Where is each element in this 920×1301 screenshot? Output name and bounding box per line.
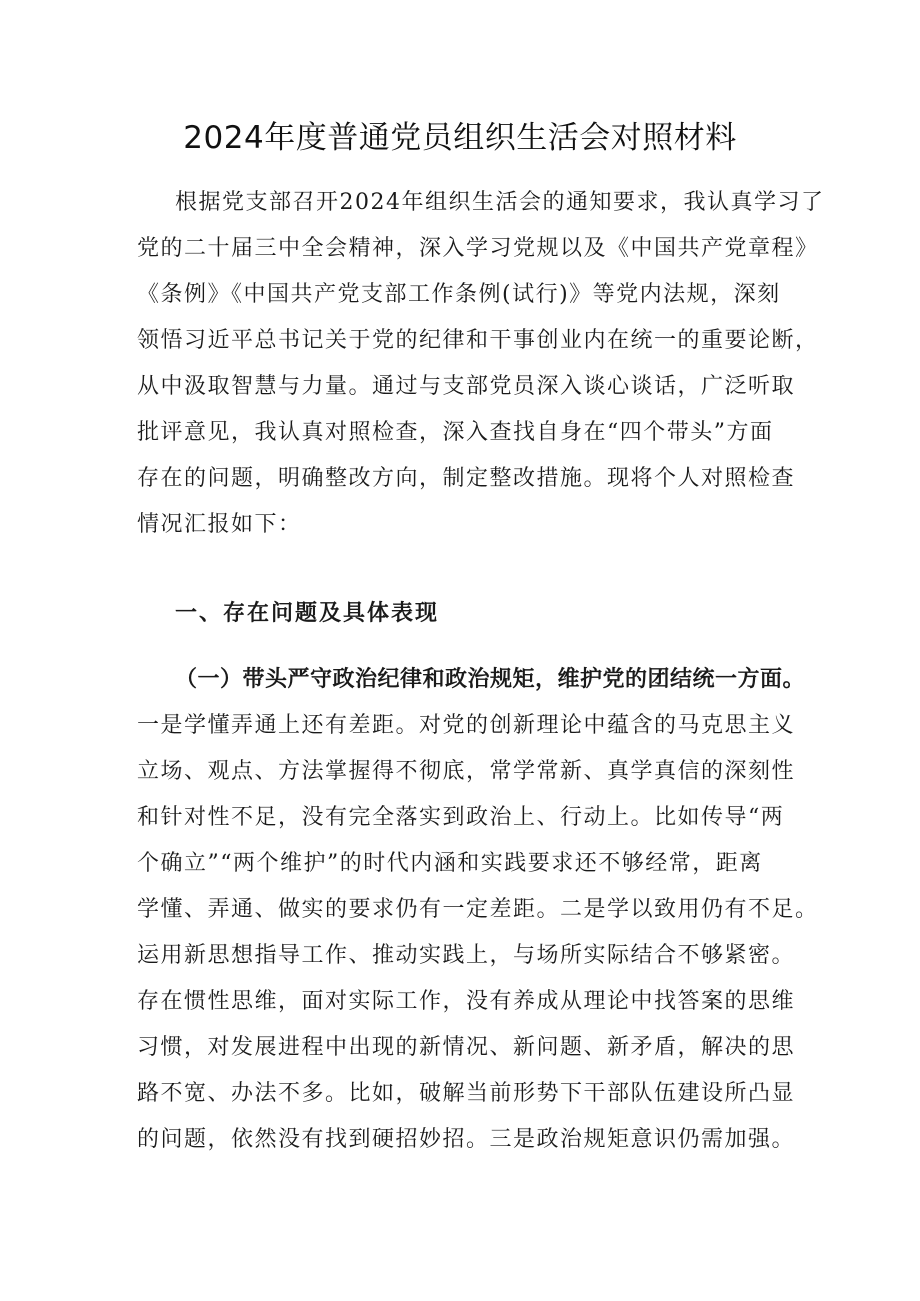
body-line: 路不宽、办法不多。比如，破解当前形势下干部队伍建设所凸显 — [137, 1081, 796, 1106]
document-title: 2024年度普通党员组织生活会对照材料 — [183, 120, 737, 156]
intro-line: 《条例》《中国共产党支部工作条例(试行)》等党内法规，深刻 — [137, 282, 781, 307]
body-line: 运用新思想指导工作、推动实践上，与场所实际结合不够紧密。 — [137, 943, 796, 968]
intro-line: 根据党支部召开2024年组织生活会的通知要求，我认真学习了 — [175, 190, 825, 215]
intro-line: 批评意见，我认真对照检查，深入查找自身在“四个带头”方面 — [137, 420, 774, 445]
intro-line: 从中汲取智慧与力量。通过与支部党员深入谈心谈话，广泛听取 — [137, 374, 796, 399]
intro-line: 领悟习近平总书记关于党的纪律和干事创业内在统一的重要论断， — [137, 328, 819, 353]
body-line: 一是学懂弄通上还有差距。对党的创新理论中蕴含的马克思主义 — [137, 713, 796, 738]
section-heading: 一、存在问题及具体表现 — [175, 601, 440, 626]
body-line: 个确立”“两个维护”的时代内涵和实践要求还不够经常，距离 — [137, 851, 763, 876]
body-line: 的问题，依然没有找到硬招妙招。三是政治规矩意识仍需加强。 — [137, 1127, 796, 1152]
body-line: 存在惯性思维，面对实际工作，没有养成从理论中找答案的思维 — [137, 989, 796, 1014]
intro-line: 党的二十届三中全会精神，深入学习党规以及《中国共产党章程》 — [137, 236, 819, 261]
body-line: 学懂、弄通、做实的要求仍有一定差距。二是学以致用仍有不足。 — [137, 897, 819, 922]
intro-line: 存在的问题，明确整改方向，制定整改措施。现将个人对照检查 — [137, 466, 796, 491]
body-line: 习惯，对发展进程中出现的新情况、新问题、新矛盾，解决的思 — [137, 1035, 796, 1060]
intro-line: 情况汇报如下： — [137, 512, 302, 537]
body-line: 和针对性不足，没有完全落实到政治上、行动上。比如传导“两 — [137, 805, 785, 830]
body-line: 立场、观点、方法掌握得不彻底，常学常新、真学真信的深刻性 — [137, 759, 796, 784]
subsection-heading: （一）带头严守政治纪律和政治规矩，维护党的团结统一方面。 — [175, 667, 806, 692]
